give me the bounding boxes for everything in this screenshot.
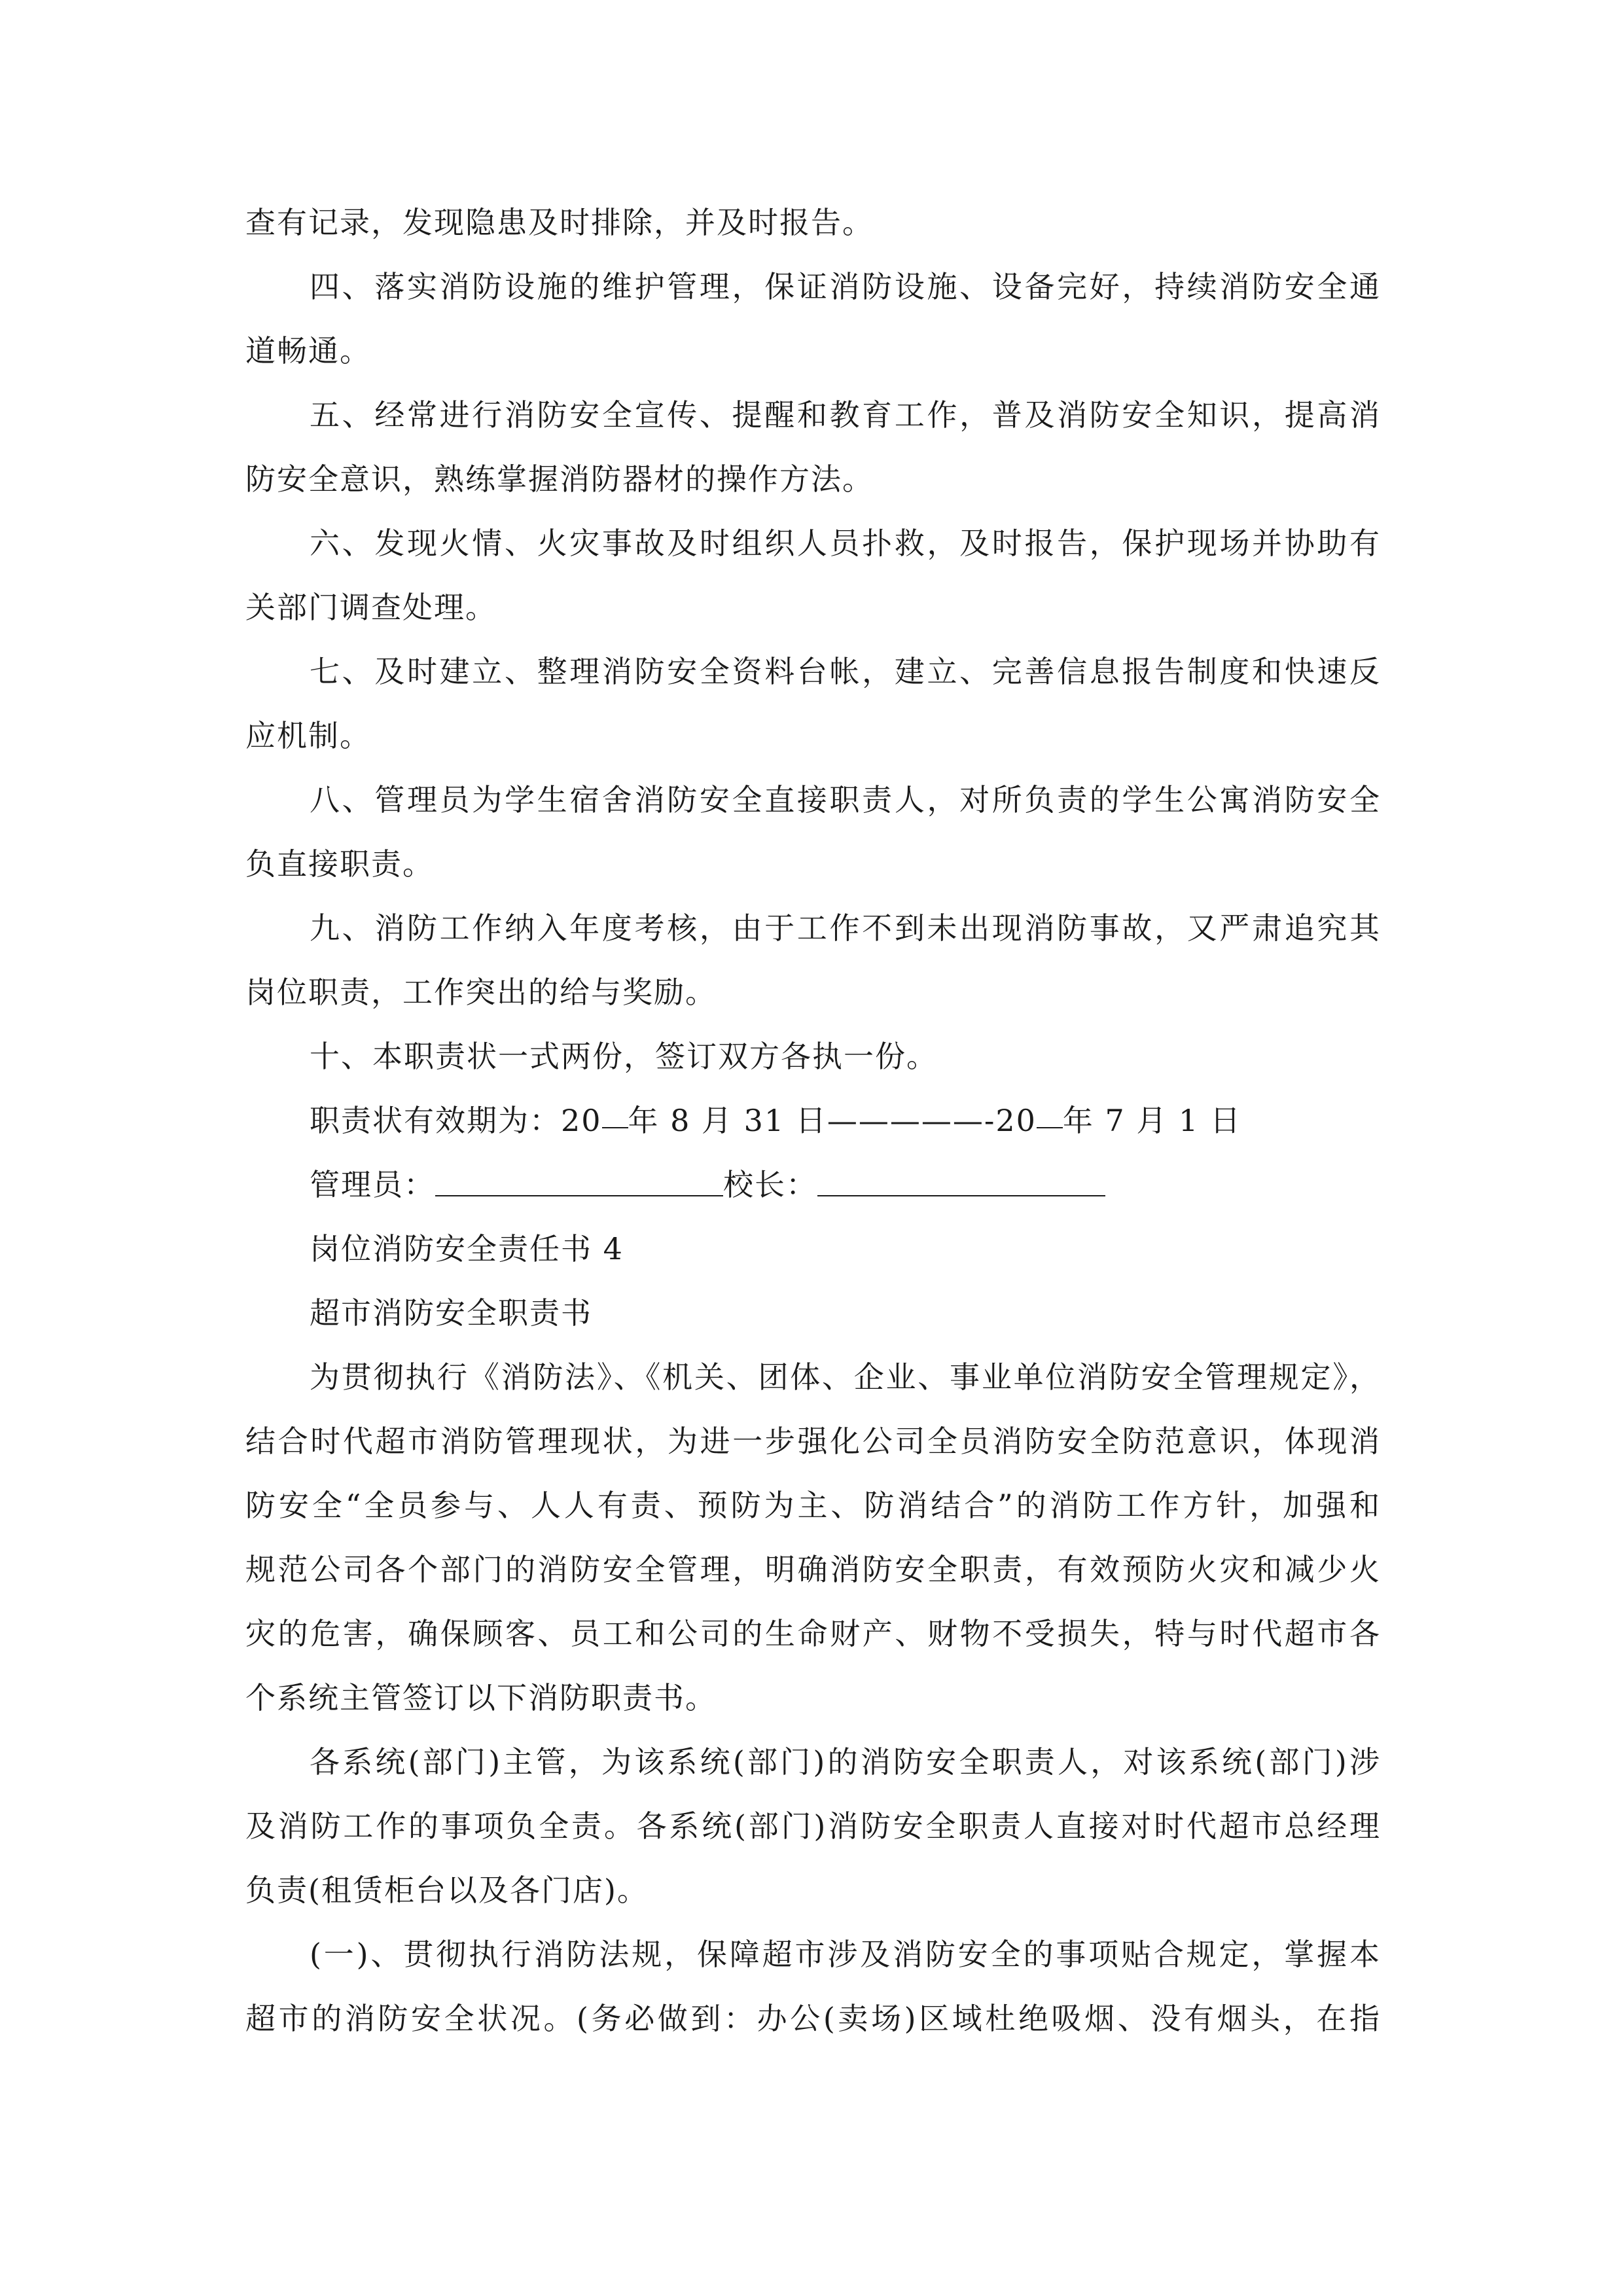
intro-line-1: 为贯彻执行《消防法》、《机关、团体、企业、事业单位消防安全管理规定》， — [310, 1359, 1381, 1395]
year-blank — [1037, 1094, 1063, 1128]
managers-line-3: 负责(租赁柜台以及各门店)。 — [245, 1873, 649, 1908]
clause-nine-line-1: 九、消防工作纳入年度考核，由于工作不到未出现消防事故，又严肃追究其 — [310, 910, 1381, 946]
manager-label: 管理员： — [310, 1167, 435, 1202]
managers-line-2: 及消防工作的事项负全责。各系统(部门)消防安全职责人直接对时代超市总经理 — [245, 1808, 1381, 1844]
clause-eight-line-2: 负直接职责。 — [245, 846, 434, 882]
clause-six-line-2: 关部门调查处理。 — [245, 590, 497, 625]
section-heading: 岗位消防安全责任书 4 — [310, 1231, 624, 1266]
clause-seven-line-2: 应机制。 — [245, 718, 371, 753]
text-line: 查有记录，发现隐患及时排除，并及时报告。 — [245, 205, 874, 240]
managers-line-1: 各系统(部门)主管，为该系统(部门)的消防安全职责人，对该系统(部门)涉 — [310, 1744, 1381, 1780]
manager-signature-blank — [435, 1158, 723, 1196]
clause-four-line-1: 四、落实消防设施的维护管理，保证消防设施、设备完好，持续消防安全通 — [310, 269, 1381, 304]
intro-line-2: 结合时代超市消防管理现状，为进一步强化公司全员消防安全防范意识，体现消 — [245, 1424, 1381, 1459]
validity-period — [310, 1094, 1241, 1147]
validity-mid: 年 8 月 31 日—————-20 — [628, 1103, 1037, 1138]
clause-nine-line-2: 岗位职责，工作突出的给与奖励。 — [245, 975, 717, 1010]
item-one-line-1: (一)、贯彻执行消防法规，保障超市涉及消防安全的事项贴合规定，掌握本 — [310, 1937, 1381, 1972]
clause-seven-line-1: 七、及时建立、整理消防安全资料台帐，建立、完善信息报告制度和快速反 — [310, 654, 1381, 689]
year-blank — [602, 1094, 628, 1128]
section-subheading: 超市消防安全职责书 — [310, 1295, 592, 1331]
intro-line-5: 灾的危害，确保顾客、员工和公司的生命财产、财物不受损失，特与时代超市各 — [245, 1616, 1381, 1651]
clause-six-line-1: 六、发现火情、火灾事故及时组织人员扑救，及时报告，保护现场并协助有 — [310, 526, 1381, 561]
validity-suffix: 年 7 月 1 日 — [1062, 1103, 1241, 1138]
principal-signature-blank — [817, 1158, 1105, 1196]
item-one-line-2: 超市的消防安全状况。(务必做到：办公(卖场)区域杜绝吸烟、没有烟头，在指 — [245, 2001, 1381, 2036]
clause-four-line-2: 道畅通。 — [245, 333, 371, 368]
validity-prefix: 职责状有效期为：20 — [310, 1103, 602, 1138]
clause-five-line-1: 五、经常进行消防安全宣传、提醒和教育工作，普及消防安全知识，提高消 — [310, 397, 1381, 433]
principal-label: 校长： — [723, 1167, 817, 1202]
clause-ten: 十、本职责状一式两份，签订双方各执一份。 — [310, 1039, 938, 1074]
signature-line — [310, 1158, 1105, 1211]
clause-eight-line-1: 八、管理员为学生宿舍消防安全直接职责人，对所负责的学生公寓消防安全 — [310, 782, 1381, 817]
intro-line-6: 个系统主管签订以下消防职责书。 — [245, 1680, 717, 1715]
intro-line-3: 防安全“全员参与、人人有责、预防为主、防消结合”的消防工作方针，加强和 — [245, 1488, 1381, 1523]
intro-line-4: 规范公司各个部门的消防安全管理，明确消防安全职责，有效预防火灾和减少火 — [245, 1552, 1381, 1587]
clause-five-line-2: 防安全意识，熟练掌握消防器材的操作方法。 — [245, 461, 874, 497]
